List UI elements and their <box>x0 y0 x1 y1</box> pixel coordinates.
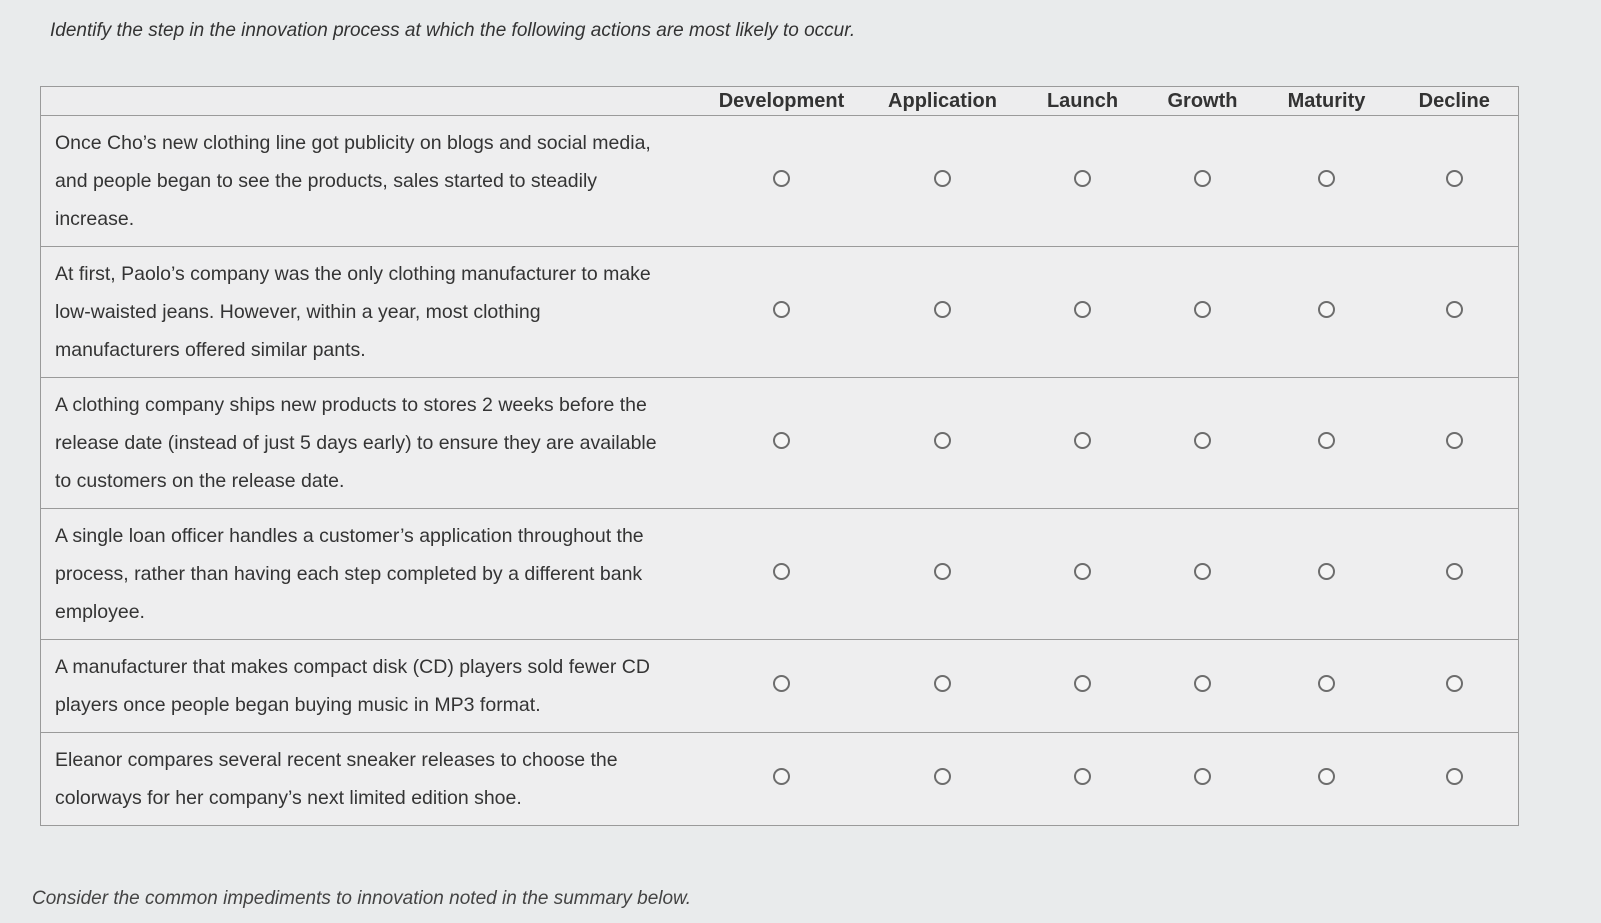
option-cell <box>863 247 1023 378</box>
statement-text: Once Cho’s new clothing line got publicity on blogs and social media, and people began to see the products, sales started to steadily increase. <box>41 116 701 247</box>
option-cell <box>1263 116 1391 247</box>
statement-text: At first, Paolo’s company was the only clothing manufacturer to make low-waisted jeans. However, within a year, most clothing manufacturers offered similar pants. <box>41 247 701 378</box>
radio-growth[interactable] <box>1194 170 1211 187</box>
radio-launch[interactable] <box>1074 432 1091 449</box>
option-cell <box>701 733 863 826</box>
radio-maturity[interactable] <box>1318 768 1335 785</box>
option-cell <box>1143 733 1263 826</box>
option-cell <box>1391 116 1519 247</box>
column-header-growth: Growth <box>1143 87 1263 116</box>
column-header-decline: Decline <box>1391 87 1519 116</box>
radio-growth[interactable] <box>1194 675 1211 692</box>
option-cell <box>1263 247 1391 378</box>
option-cell <box>1023 733 1143 826</box>
option-cell <box>1263 509 1391 640</box>
header-corner <box>41 87 701 116</box>
radio-decline[interactable] <box>1446 301 1463 318</box>
radio-development[interactable] <box>773 170 790 187</box>
radio-application[interactable] <box>934 675 951 692</box>
innovation-step-matrix <box>40 86 1519 826</box>
option-cell <box>863 378 1023 509</box>
option-cell <box>1391 640 1519 733</box>
radio-growth[interactable] <box>1194 301 1211 318</box>
radio-development[interactable] <box>773 768 790 785</box>
radio-launch[interactable] <box>1074 170 1091 187</box>
column-header-application: Application <box>863 87 1023 116</box>
radio-development[interactable] <box>773 563 790 580</box>
option-cell <box>1263 640 1391 733</box>
radio-growth[interactable] <box>1194 563 1211 580</box>
option-cell <box>1023 378 1143 509</box>
option-cell <box>701 378 863 509</box>
radio-development[interactable] <box>773 301 790 318</box>
column-header-development: Development <box>701 87 863 116</box>
statement-text: Eleanor compares several recent sneaker releases to choose the colorways for her company’s next limited edition shoe. <box>41 733 701 826</box>
option-cell <box>1391 509 1519 640</box>
radio-launch[interactable] <box>1074 675 1091 692</box>
header-row <box>41 87 1519 116</box>
radio-growth[interactable] <box>1194 768 1211 785</box>
option-cell <box>1143 247 1263 378</box>
question-row-4 <box>41 509 1519 640</box>
option-cell <box>701 247 863 378</box>
radio-maturity[interactable] <box>1318 563 1335 580</box>
option-cell <box>701 640 863 733</box>
option-cell <box>1391 378 1519 509</box>
column-header-maturity: Maturity <box>1263 87 1391 116</box>
option-cell <box>863 509 1023 640</box>
question-row-1 <box>41 116 1519 247</box>
question-instruction: Identify the step in the innovation process at which the following actions are most likely to occur. <box>50 20 856 41</box>
radio-maturity[interactable] <box>1318 675 1335 692</box>
option-cell <box>863 640 1023 733</box>
statement-text: A clothing company ships new products to stores 2 weeks before the release date (instead of just 5 days early) to ensure they are available to customers on the release date. <box>41 378 701 509</box>
radio-decline[interactable] <box>1446 432 1463 449</box>
radio-decline[interactable] <box>1446 170 1463 187</box>
radio-development[interactable] <box>773 675 790 692</box>
option-cell <box>1391 247 1519 378</box>
radio-decline[interactable] <box>1446 563 1463 580</box>
option-cell <box>1263 378 1391 509</box>
option-cell <box>1143 640 1263 733</box>
option-cell <box>1391 733 1519 826</box>
option-cell <box>1023 640 1143 733</box>
statement-text: A manufacturer that makes compact disk (CD) players sold fewer CD players once people began buying music in MP3 format. <box>41 640 701 733</box>
option-cell <box>1023 116 1143 247</box>
radio-application[interactable] <box>934 563 951 580</box>
statement-text: A single loan officer handles a customer’s application throughout the process, rather than having each step completed by a different bank employee. <box>41 509 701 640</box>
radio-development[interactable] <box>773 432 790 449</box>
option-cell <box>1023 247 1143 378</box>
radio-maturity[interactable] <box>1318 432 1335 449</box>
radio-application[interactable] <box>934 301 951 318</box>
next-section-instruction: Consider the common impediments to innovation noted in the summary below. <box>32 888 692 909</box>
option-cell <box>1143 116 1263 247</box>
option-cell <box>701 509 863 640</box>
radio-launch[interactable] <box>1074 563 1091 580</box>
option-cell <box>863 116 1023 247</box>
radio-decline[interactable] <box>1446 768 1463 785</box>
question-row-2 <box>41 247 1519 378</box>
option-cell <box>1023 509 1143 640</box>
option-cell <box>1143 509 1263 640</box>
question-row-3 <box>41 378 1519 509</box>
radio-launch[interactable] <box>1074 768 1091 785</box>
option-cell <box>1263 733 1391 826</box>
radio-maturity[interactable] <box>1318 170 1335 187</box>
option-cell <box>701 116 863 247</box>
question-row-5 <box>41 640 1519 733</box>
radio-maturity[interactable] <box>1318 301 1335 318</box>
column-header-launch: Launch <box>1023 87 1143 116</box>
radio-growth[interactable] <box>1194 432 1211 449</box>
radio-application[interactable] <box>934 170 951 187</box>
option-cell <box>1143 378 1263 509</box>
radio-application[interactable] <box>934 768 951 785</box>
radio-launch[interactable] <box>1074 301 1091 318</box>
radio-application[interactable] <box>934 432 951 449</box>
option-cell <box>863 733 1023 826</box>
question-row-6 <box>41 733 1519 826</box>
radio-decline[interactable] <box>1446 675 1463 692</box>
